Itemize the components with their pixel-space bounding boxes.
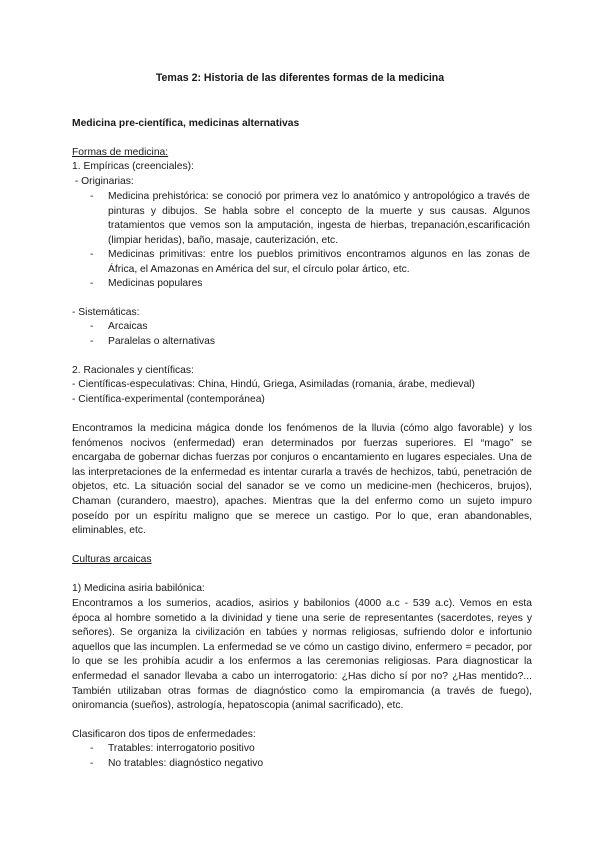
bullet-marker: - <box>90 278 94 289</box>
section-heading-precientifica: Medicina pre-científica, medicinas alternativas <box>72 118 300 129</box>
clasificaron-line: Clasificaron dos tipos de enfermedades: <box>72 729 256 740</box>
empiricas-line: 1. Empíricas (creenciales): <box>72 161 194 172</box>
formas-heading: Formas de medicina: <box>72 147 169 158</box>
list-item-populares: Medicinas populares <box>108 278 203 289</box>
document-title: Temas 2: Historia de las diferentes formas de la medicina <box>155 72 445 84</box>
bullet-marker: - <box>90 758 94 769</box>
bullet-marker: - <box>90 249 94 260</box>
racionales-line: 2. Racionales y científicas: <box>72 365 194 376</box>
list-item-tratables: Tratables: interrogatorio positivo <box>108 743 255 754</box>
experimental-line: - Científica-experimental (contemporánea) <box>72 394 265 405</box>
paragraph-asiria: Encontramos a los sumerios, acadios, asirios y babilonios (4000 a.c - 539 a.c). Vemos en esta época al hombre sometido a la divinidad y tiene una serie de representantes (sacerdotes, reyes y señores). Se organiza la civilización en tabúes y normas religiosas, sufriendo dolor e infortunio aquellos que las incumplen. La enfermedad se ve cómo un castigo divino, enfermero = pecador, por lo que se les prohibía acudir a los enfermos a las ceremonias religiosas. Para diagnosticar la enfermedad el sanador llevaba a cabo un interrogatorio: ¿Has dicho sí por no? ¿Has mentido?... También utilizaban otras formas de diagnóstico como la empiromancia (a través de fuego), oniromancia (sueños), astrología, hepatoscopia (animal sacrificado), etc. <box>72 598 532 712</box>
list-item-arcaicas: Arcaicas <box>108 321 148 332</box>
list-item-prehistorica: Medicina prehistórica: se conoció por primera vez lo anatómico y antropológico a través de pinturas y dibujos. Se habla sobre el concepto de la muerte y sus causas. Algunos tratamientos que vemos son la amputación, ingesta de hierbas, trepanación,escarificación (limpiar heridas), baño, masaje, cauterización, etc. <box>108 191 530 246</box>
bullet-marker: - <box>90 191 94 202</box>
bullet-marker: - <box>90 743 94 754</box>
bullet-marker: - <box>90 336 94 347</box>
culturas-heading: Culturas arcaicas <box>72 554 152 565</box>
sistematicas-line: - Sistemáticas: <box>72 307 140 318</box>
originarias-line: - Originarias: <box>72 176 134 187</box>
list-item-paralelas: Paralelas o alternativas <box>108 336 216 347</box>
list-item-primitivas: Medicinas primitivas: entre los pueblos primitivos encontramos algunos en las zonas de África, el Amazonas en América del sur, el círculo polar ártico, etc. <box>108 249 530 275</box>
list-item-no-tratables: No tratables: diagnóstico negativo <box>108 758 264 769</box>
especulativas-line: - Científicas-especulativas: China, Hindú, Griega, Asimiladas (romania, árabe, medieval) <box>72 379 475 390</box>
asiria-heading: 1) Medicina asiria babilónica: <box>72 583 205 594</box>
paragraph-medicina-magica: Encontramos la medicina mágica donde los fenómenos de la lluvia (cómo algo favorable) y los fenómenos nocivos (enfermedad) eran determinados por fuerzas superiores. El “mago” se encargaba de gobernar dichas fuerzas por conjuros o encantamiento en lugares especiales. Una de las interpretaciones de la enfermedad es intentar curarla a través de hechizos, tabú, penetración de objetos, etc. La situación social del sanador se ve como un medicine-men (hechiceros, brujos), Chaman (curandero, maestro), apaches. Mientras que la del enfermo como un sujeto impuro poseído por un espíritu maligno que se merece un castigo. Por lo que, eran abandonables, eliminables, etc. <box>72 423 532 537</box>
bullet-marker: - <box>90 321 94 332</box>
